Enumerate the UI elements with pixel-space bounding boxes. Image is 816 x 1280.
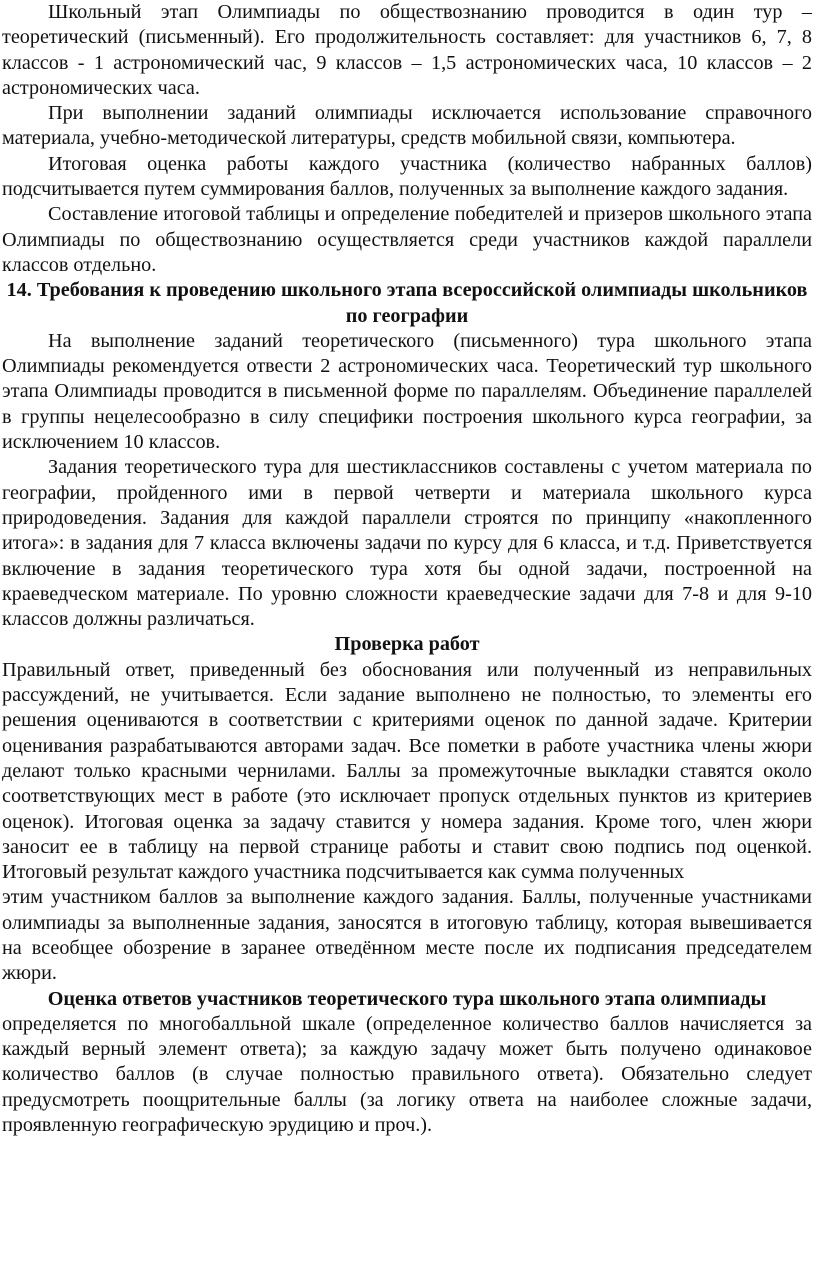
paragraph-final-score: Итоговая оценка работы каждого участника (количество набранных баллов) подсчитывается путем суммирования баллов, полученных за выполнение каждого задания. xyxy=(2,152,812,201)
paragraph-grading-rules: Правильный ответ, приведенный без обоснования или полученный из неправильных рассуждений, не учитывается. Если задание выполнено не полностью, то элементы его решения оцениваются в соответствии с критериями оценок по данной задаче. Критерии оценивания разрабатываются авторами задач. Все пометки в работе участника члены жюри делают только красными чернилами. Баллы за промежуточные выкладки ставятся около соответствующих мест в работе (это исключает пропуск отдельных пунктов из критериев оценок). Итоговая оценка за задачу ставится у номера задания. Кроме того, член жюри заносит ее в таблицу на первой странице работы и ставит свою подпись под оценкой. Итоговый результат каждого участника подсчитывается как сумма полученных xyxy=(2,658,812,884)
paragraph-geography-tasks: Задания теоретического тура для шестиклассников составлены с учетом материала по географии, пройденного ими в первой четверти и материала школьного курса природоведения. Задания для каждой параллели строятся по принципу «накопленного итога»: в задания для 7 класса включены задачи по курсу для 6 класса, и т.д. Приветствуется включение в задания теоретического тура хотя бы одной задачи, построенной на краеведческом материале. По уровню сложности краеведческие задачи для 7-8 и для 9-10 классов должны различаться. xyxy=(2,456,812,631)
paragraph-olympiad-format: Школьный этап Олимпиады по обществознанию проводится в один тур – теоретический (письменный). Его продолжительность составляет: для участников 6, 7, 8 классов - 1 астрономический час, 9 классов – 1,5 астрономических часа, 10 классов – 2 астрономических часа. xyxy=(2,1,812,99)
section-heading-evaluation: Оценка ответов участников теоретического тура школьного этапа олимпиады xyxy=(47,987,767,1010)
paragraph-prohibited-materials: При выполнении заданий олимпиады исключается использование справочного материала, учебно-методической литературы, средств мобильной связи, компьютера. xyxy=(2,102,812,150)
section-heading-grading: Проверка работ xyxy=(334,633,480,656)
paragraph-geography-duration: На выполнение заданий теоретического (письменного) тура школьного этапа Олимпиады рекомендуется отвести 2 астрономических часа. Теоретический тур школьного этапа Олимпиады проводится в письменной форме по параллелям. Объединение параллелей в группы нецелесообразно в силу специфики построения школьного курса географии, за исключением 10 классов. xyxy=(2,329,812,454)
paragraph-grading-table: этим участником баллов за выполнение каждого задания. Баллы, полученные участниками олимпиады за выполненные задания, заносятся в итоговую таблицу, которая вывешивается на всеобщее обозрение в заранее отведённом месте после их подписания председателем жюри. xyxy=(2,886,812,985)
section-heading-geography: 14. Требования к проведению школьного этапа всероссийской олимпиады школьников по географии xyxy=(6,279,808,327)
paragraph-final-table: Составление итоговой таблицы и определение победителей и призеров школьного этапа Олимпиады по обществознанию осуществляется среди участников каждой параллели классов отдельно. xyxy=(2,203,812,276)
paragraph-evaluation-scale: определяется по многобалльной шкале (определенное количество баллов начисляется за каждый верный элемент ответа); за каждую задачу может быть получено одинаковое количество баллов (в случае полностью правильного ответа). Обязательно следует предусмотреть поощрительные баллы (за логику ответа на наиболее сложные задачи, проявленную географическую эрудицию и проч.). xyxy=(2,1012,812,1137)
